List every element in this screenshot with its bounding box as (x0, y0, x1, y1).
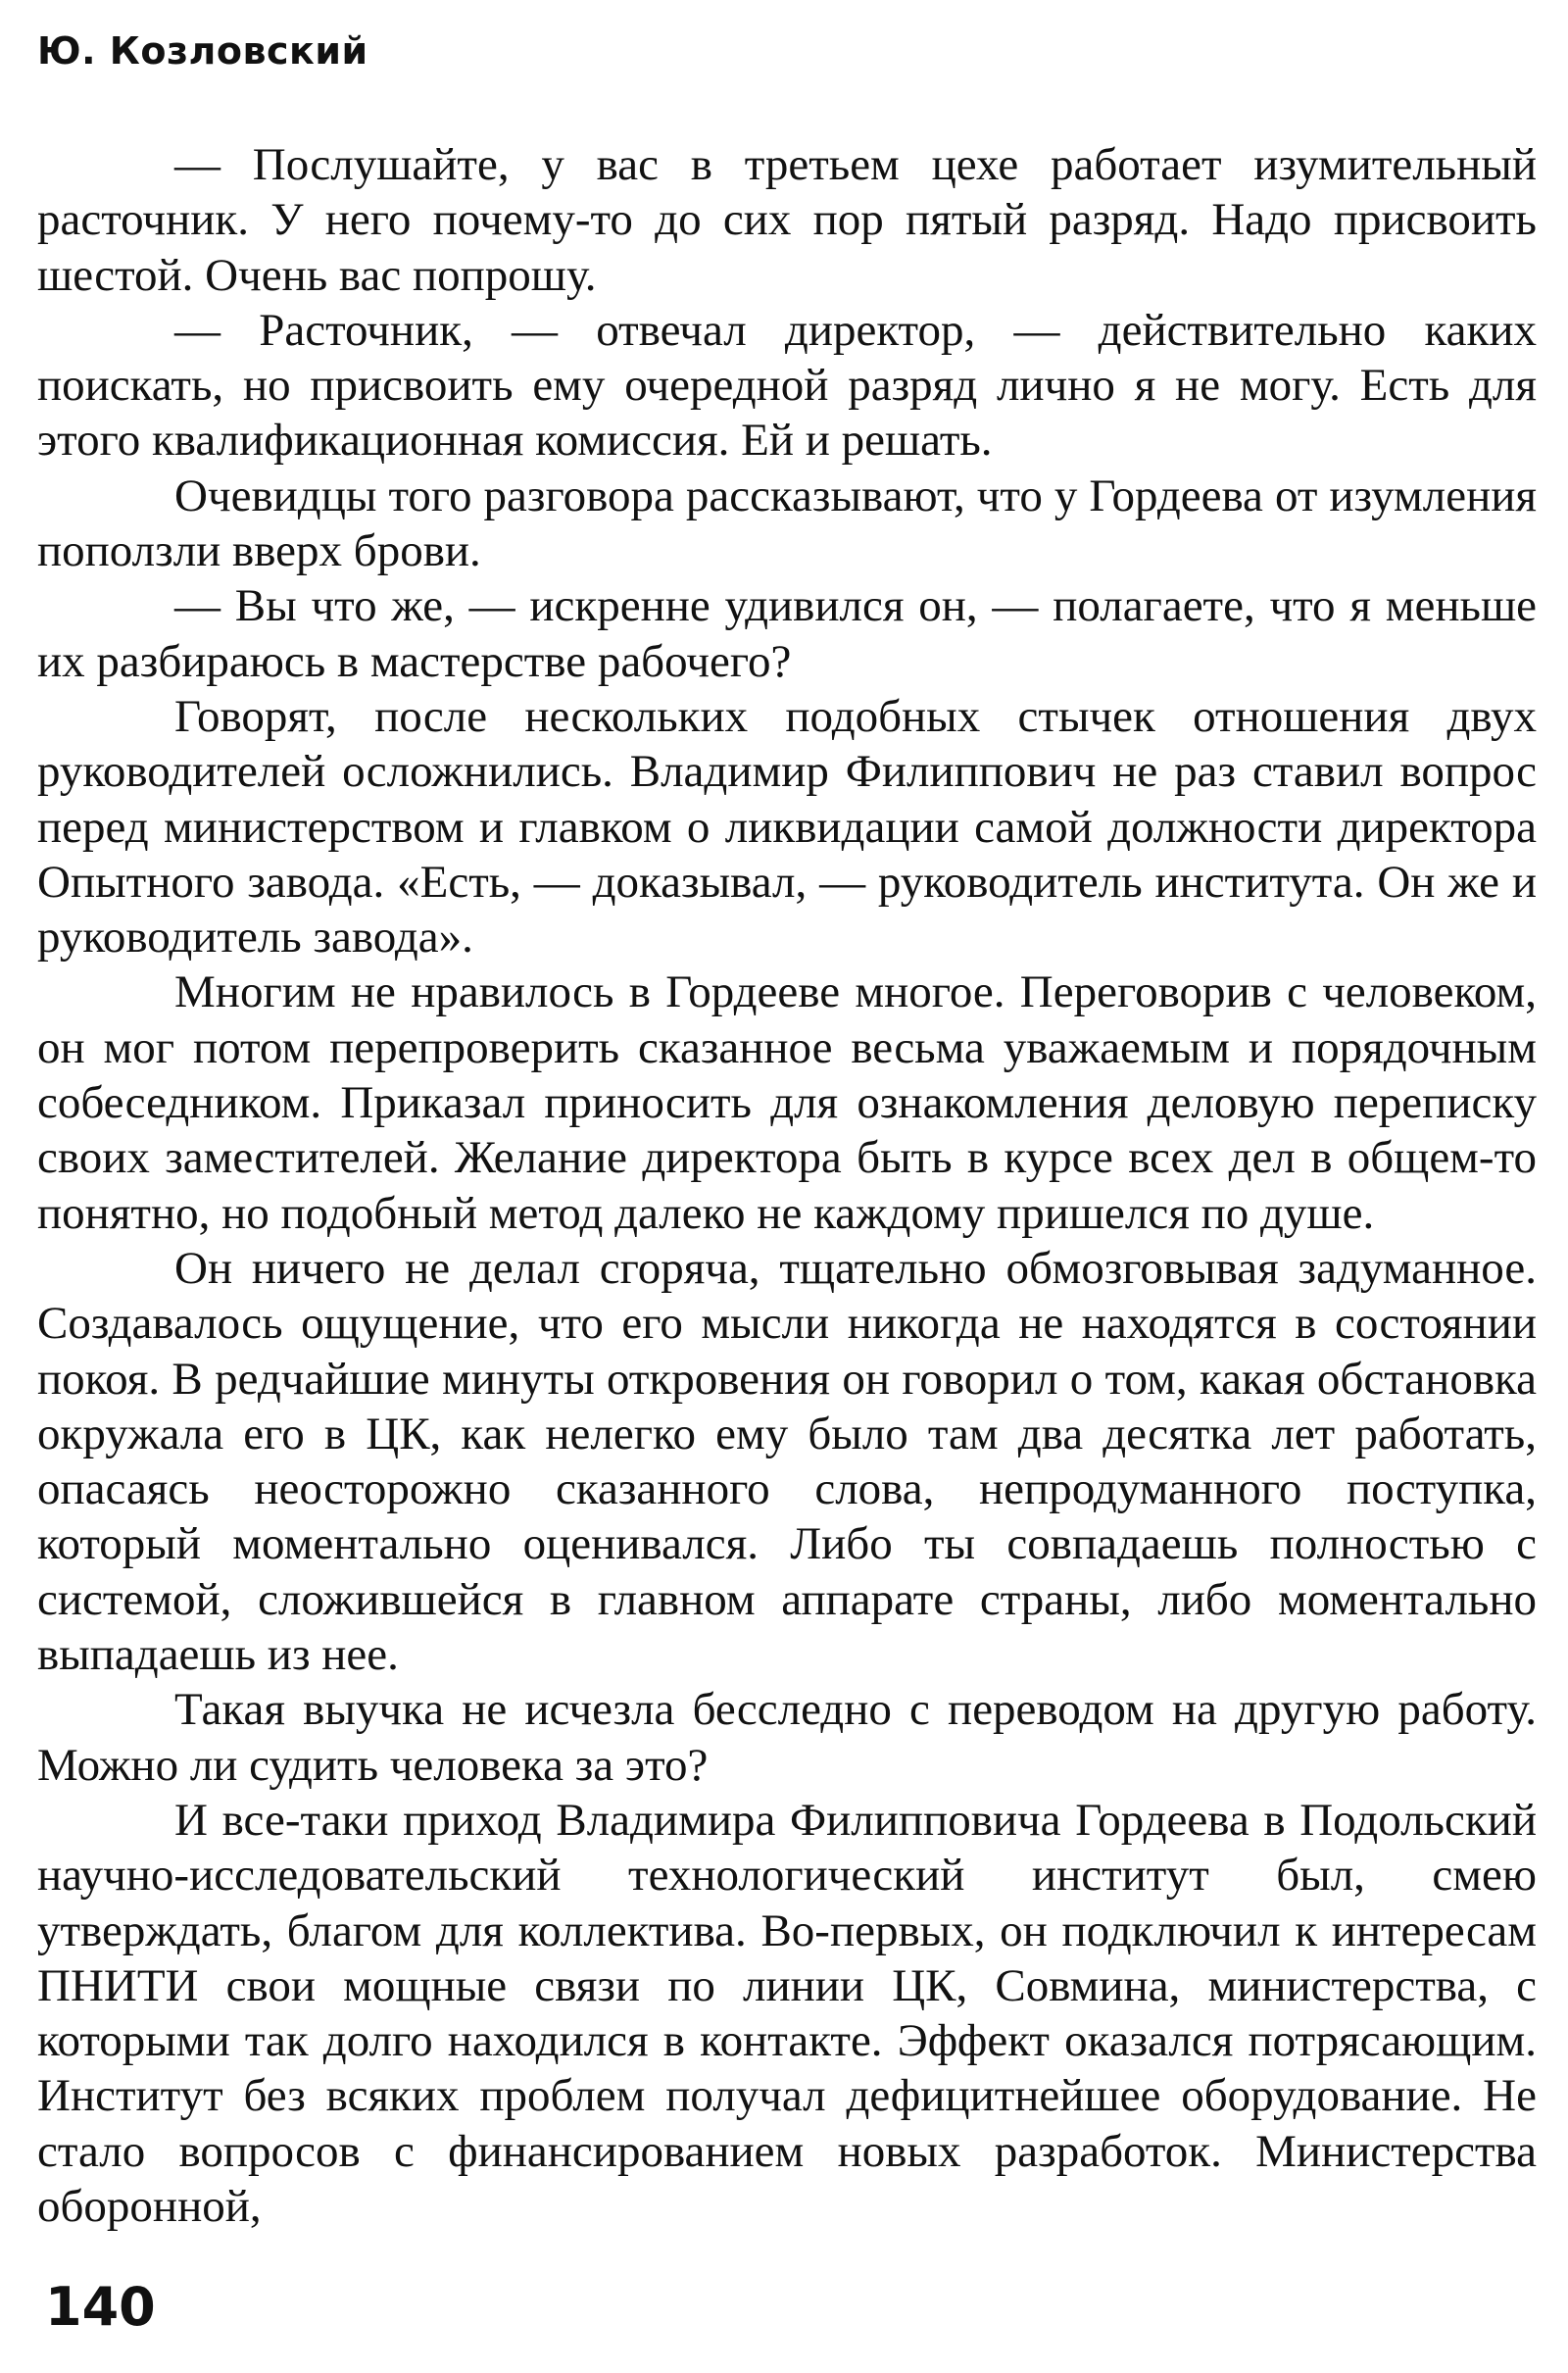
paragraph-4: — Вы что же, — искренне удивился он, — полагаете, что я меньше их разбираюсь в мастерстве рабочего? (37, 580, 1537, 687)
paragraph-9: И все-таки приход Владимира Филипповича Гордеева в Подольский научно-исследовательский технологический институт был, смею утверждать, благом для коллектива. Во-первых, он подключил к интересам ПНИТИ свои мощные связи по линии ЦК, Совмина, министерства, с которыми так долго находился в контакте. Эффект оказался потрясающим. Институт без всяких проблем получал дефицитнейшее оборудование. Не стало вопросов с финансированием новых разработок. Министерства оборонной, (37, 1794, 1537, 2232)
page-body-text (37, 137, 1537, 2234)
paragraph-1: — Послушайте, у вас в третьем цехе работает изумительный расточник. У него почему-то до сих пор пятый разряд. Надо присвоить шестой. Очень вас попрошу. (37, 139, 1537, 301)
page-number: 140 (45, 2276, 156, 2338)
running-head-author: Ю. Козловский (37, 29, 368, 73)
paragraph-3: Очевидцы того разговора рассказывают, что у Гордеева от изумления поползли вверх брови. (37, 470, 1537, 577)
paragraph-8: Такая выучка не исчезла бесследно с переводом на другую работу. Можно ли судить человека за это? (37, 1684, 1537, 1791)
paragraph-6: Многим не нравилось в Гордееве многое. Переговорив с человеком, он мог потом перепроверить сказанное весьма уважаемым и порядочным собеседником. Приказал приносить для ознакомления деловую переписку своих заместителей. Желание директора быть в курсе всех дел в общем-то понятно, но подобный метод далеко не каждому пришелся по душе. (37, 966, 1537, 1239)
paragraph-5: Говорят, после нескольких подобных стычек отношения двух руководителей осложнились. Владимир Филиппович не раз ставил вопрос перед министерством и главком о ликвидации самой должности директора Опытного завода. «Есть, — доказывал, — руководитель института. Он же и руководитель завода». (37, 690, 1537, 964)
paragraph-7: Он ничего не делал сгоряча, тщательно обмозговывая задуманное. Создавалось ощущение, что его мысли никогда не находятся в состоянии покоя. В редчайшие минуты откровения он говорил о том, какая обстановка окружала его в ЦК, как нелегко ему было там два десятка лет работать, опасаясь неосторожно сказанного слова, непродуманного поступка, который моментально оценивался. Либо ты совпадаешь полностью с системой, сложившейся в главном аппарате страны, либо моментально выпадаешь из нее. (37, 1242, 1537, 1681)
paragraph-2: — Расточник, — отвечал директор, — действительно каких поискать, но присвоить ему очередной разряд лично я не могу. Есть для этого квалификационная комиссия. Ей и решать. (37, 304, 1537, 467)
